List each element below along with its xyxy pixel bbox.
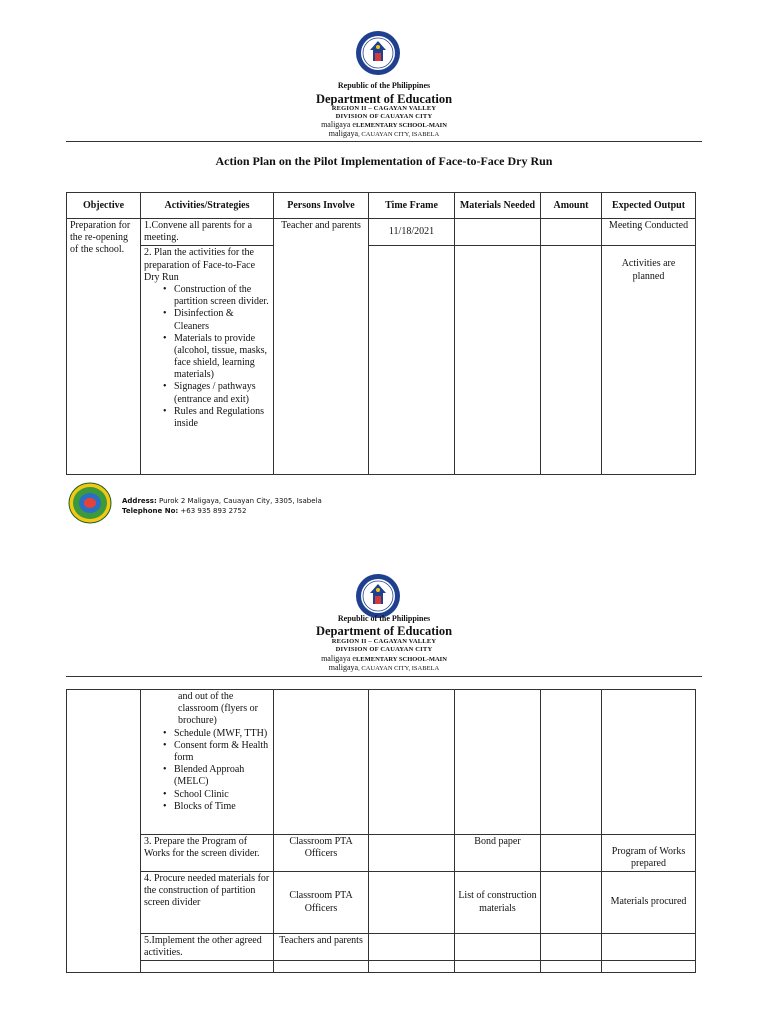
cell-persons-1: Teacher and parents [274, 219, 369, 475]
cell-output-3: Program of Works prepared [602, 835, 696, 872]
header-department: Department of Education [315, 92, 453, 106]
school-logo-icon [68, 482, 112, 524]
header-republic: Republic of the Philippines [337, 81, 431, 90]
header-city: maligaya, CAUAYAN CITY, ISABELA [328, 129, 440, 138]
footer-contact [122, 497, 322, 517]
header-school: maligaya eLEMENTARY SCHOOL-MAIN [321, 654, 447, 663]
list-item: • Consent form & Health form [174, 740, 270, 764]
cell-time-frame-1: 11/18/2021 [369, 219, 455, 246]
cell-activity-5: 5.Implement the other agreed activities. [141, 934, 274, 961]
cell-empty [541, 934, 602, 961]
cell-empty [541, 835, 602, 872]
cell-empty [369, 961, 455, 973]
cell-empty [541, 872, 602, 934]
activity-2-bullets [144, 284, 270, 430]
list-item: • Materials to provide (alcohol, tissue, masks, face shield, learning materials) [174, 333, 270, 382]
list-item: • School Clinic [174, 789, 270, 801]
cell-activity-2-continued [141, 690, 274, 835]
cell-persons-4: Classroom PTA Officers [274, 872, 369, 934]
cell-empty [274, 961, 369, 973]
list-item: • Disinfection & Cleaners [174, 308, 270, 332]
col-header-activities: Activities/Strategies [141, 193, 274, 219]
header-region: REGION II – CAGAYAN VALLEY [331, 105, 437, 112]
cell-output-2: Activities are planned [602, 246, 696, 475]
deped-seal-icon [355, 573, 401, 619]
cell-activity-4: 4. Procure needed materials for the construction of partition screen divider [141, 872, 274, 934]
cell-activity-1: 1.Convene all parents for a meeting. [141, 219, 274, 246]
cell-time-frame-2 [369, 246, 455, 475]
cell-empty [541, 961, 602, 973]
footer-phone: Telephone No: +63 935 893 2752 [122, 506, 247, 515]
cell-materials-4: List of construction materials [455, 872, 541, 934]
cell-empty [602, 690, 696, 835]
cell-objective: Preparation for the re-opening of the school. [67, 219, 141, 475]
cell-empty [541, 690, 602, 835]
table-row [67, 934, 696, 961]
cell-activity-3: 3. Prepare the Program of Works for the screen divider. [141, 835, 274, 872]
header-department: Department of Education [315, 624, 453, 638]
table-row [67, 835, 696, 872]
table-row [67, 246, 696, 475]
col-header-objective: Objective [67, 193, 141, 219]
table-row [67, 219, 696, 246]
cell-empty [455, 934, 541, 961]
cell-materials-1 [455, 219, 541, 246]
list-item: • Blended Approah (MELC) [174, 764, 270, 788]
col-header-materials: Materials Needed [455, 193, 541, 219]
cell-empty [455, 690, 541, 835]
cell-empty [369, 690, 455, 835]
list-item: • Schedule (MWF, TTH) [174, 728, 270, 740]
list-item: • Construction of the partition screen divider. [174, 284, 270, 308]
col-header-persons: Persons Involve [274, 193, 369, 219]
header-school: maligaya eLEMENTARY SCHOOL-MAIN [321, 120, 447, 129]
list-item: • Rules and Regulations inside [174, 406, 270, 430]
table-row [67, 690, 696, 835]
list-item: • Signages / pathways (entrance and exit) [174, 381, 270, 405]
cell-objective-continued [67, 690, 141, 973]
header-division: DIVISION OF CAUAYAN CITY [335, 113, 433, 120]
cell-empty [602, 961, 696, 973]
cell-materials-3: Bond paper [455, 835, 541, 872]
cell-persons-5: Teachers and parents [274, 934, 369, 961]
activity-2-text: 2. Plan the activities for the preparation of Face-to-Face Dry Run [144, 247, 256, 283]
cell-empty [369, 872, 455, 934]
deped-seal-icon [355, 30, 401, 76]
footer-address: Address: Purok 2 Maligaya, Cauayan City, 3305, Isabela [122, 497, 322, 505]
cell-materials-2 [455, 246, 541, 475]
action-plan-table-continued [66, 689, 696, 973]
cell-empty [455, 961, 541, 973]
col-header-amount: Amount [541, 193, 602, 219]
cell-empty [274, 690, 369, 835]
activity-2-continuation: and out of the classroom (flyers or brochure) [178, 691, 258, 727]
table-row [67, 872, 696, 934]
table-header-row [67, 193, 696, 219]
header-rule [66, 141, 702, 142]
col-header-output: Expected Output [602, 193, 696, 219]
cell-persons-3: Classroom PTA Officers [274, 835, 369, 872]
header-division: DIVISION OF CAUAYAN CITY [335, 646, 433, 653]
action-plan-table [66, 192, 696, 475]
page-footer [68, 482, 708, 524]
cell-amount-1 [541, 219, 602, 246]
list-item: • Blocks of Time [174, 801, 270, 813]
cell-empty [602, 934, 696, 961]
table-row [67, 961, 696, 973]
cell-activity-2 [141, 246, 274, 475]
cell-amount-2 [541, 246, 602, 475]
header-city: maligaya, CAUAYAN CITY, ISABELA [328, 663, 440, 672]
cell-output-4: Materials procured [602, 872, 696, 934]
cell-empty [369, 934, 455, 961]
col-header-time-frame: Time Frame [369, 193, 455, 219]
cell-empty [369, 835, 455, 872]
activity-2-bullets-continued [144, 728, 270, 813]
cell-output-1: Meeting Conducted [602, 219, 696, 246]
header-republic: Republic of the Philippines [337, 614, 431, 623]
header-region: REGION II – CAGAYAN VALLEY [331, 638, 437, 645]
document-page-2 [0, 545, 768, 1024]
header-rule [66, 676, 702, 677]
document-title: Action Plan on the Pilot Implementation of Face-to-Face Dry Run [215, 154, 553, 168]
cell-empty [141, 961, 274, 973]
